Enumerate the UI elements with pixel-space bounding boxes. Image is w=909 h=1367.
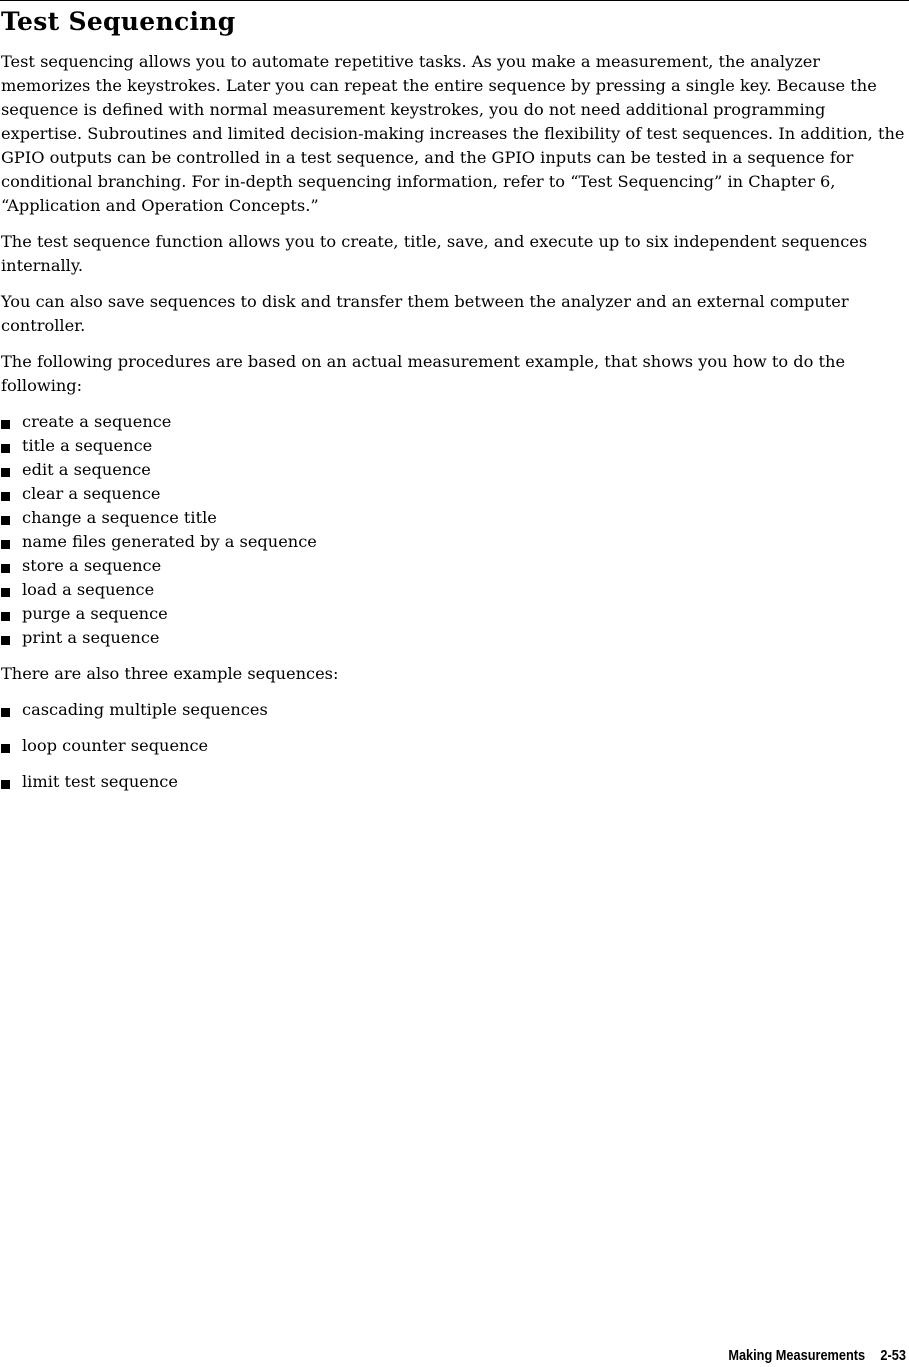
bullet-square-icon: [1, 516, 10, 525]
list-item: [1, 578, 906, 602]
body-content: [1, 50, 906, 818]
disk-save-paragraph: You can also save sequences to disk and transfer them between the analyzer and an external computer controller.: [1, 292, 849, 335]
bullet-square-icon: [1, 540, 10, 549]
page-number: 2-53: [880, 1347, 906, 1364]
footer-section-title: Making Measurements: [728, 1347, 866, 1364]
list-item: [1, 482, 906, 506]
intro-paragraph: Test sequencing allows you to automate repetitive tasks. As you make a measurement, the analyzer memorizes the keystrokes. Later you can repeat the entire sequence by pressing a single key. Because the sequence is defined with normal measurement keystrokes, you do not need additional programming expertise. Subroutines and limited decision-making increases the flexibility of test sequences. In addition, the GPIO outputs can be controlled in a test sequence, and the GPIO inputs can be tested in a sequence for conditional branching. For in-depth sequencing information, refer to “Test Sequencing” in Chapter 6, “Application and Operation Concepts.”: [1, 52, 905, 215]
bullet-square-icon: [1, 444, 10, 453]
bullet-square-icon: [1, 588, 10, 597]
list-item: [1, 626, 906, 650]
list-item-label: title a sequence: [22, 436, 153, 455]
list-item: [1, 506, 906, 530]
top-rule: [0, 0, 909, 1]
internal-sequences-paragraph: The test sequence function allows you to create, title, save, and execute up to six independent sequences internally.: [1, 232, 868, 275]
list-item: [1, 554, 906, 578]
list-item: [1, 530, 906, 554]
list-item: [1, 602, 906, 626]
bullet-square-icon: [1, 420, 10, 429]
bullet-square-icon: [1, 636, 10, 645]
page-title: Test Sequencing: [1, 7, 236, 36]
bullet-square-icon: [1, 708, 10, 717]
procedures-list: [1, 410, 906, 650]
list-item: [1, 698, 906, 734]
bullet-square-icon: [1, 612, 10, 621]
list-item-label: limit test sequence: [22, 772, 178, 791]
list-item-label: change a sequence title: [22, 508, 217, 527]
list-item-label: purge a sequence: [22, 604, 168, 623]
list-item-label: print a sequence: [22, 628, 160, 647]
bullet-square-icon: [1, 468, 10, 477]
examples-intro-paragraph: There are also three example sequences:: [1, 664, 339, 683]
list-item: [1, 410, 906, 434]
bullet-square-icon: [1, 564, 10, 573]
list-item-label: load a sequence: [22, 580, 155, 599]
procedures-intro-paragraph: The following procedures are based on an actual measurement example, that shows you how to do the following:: [1, 352, 846, 395]
list-item-label: store a sequence: [22, 556, 162, 575]
list-item: [1, 458, 906, 482]
list-item-label: clear a sequence: [22, 484, 161, 503]
page-footer: [728, 1345, 906, 1367]
examples-list: [1, 698, 906, 806]
list-item: [1, 734, 906, 770]
list-item: [1, 770, 906, 806]
list-item-label: name files generated by a sequence: [22, 532, 317, 551]
bullet-square-icon: [1, 780, 10, 789]
list-item-label: loop counter sequence: [22, 736, 209, 755]
bullet-square-icon: [1, 744, 10, 753]
list-item-label: cascading multiple sequences: [22, 700, 268, 719]
bullet-square-icon: [1, 492, 10, 501]
list-item-label: create a sequence: [22, 412, 172, 431]
list-item-label: edit a sequence: [22, 460, 151, 479]
list-item: [1, 434, 906, 458]
